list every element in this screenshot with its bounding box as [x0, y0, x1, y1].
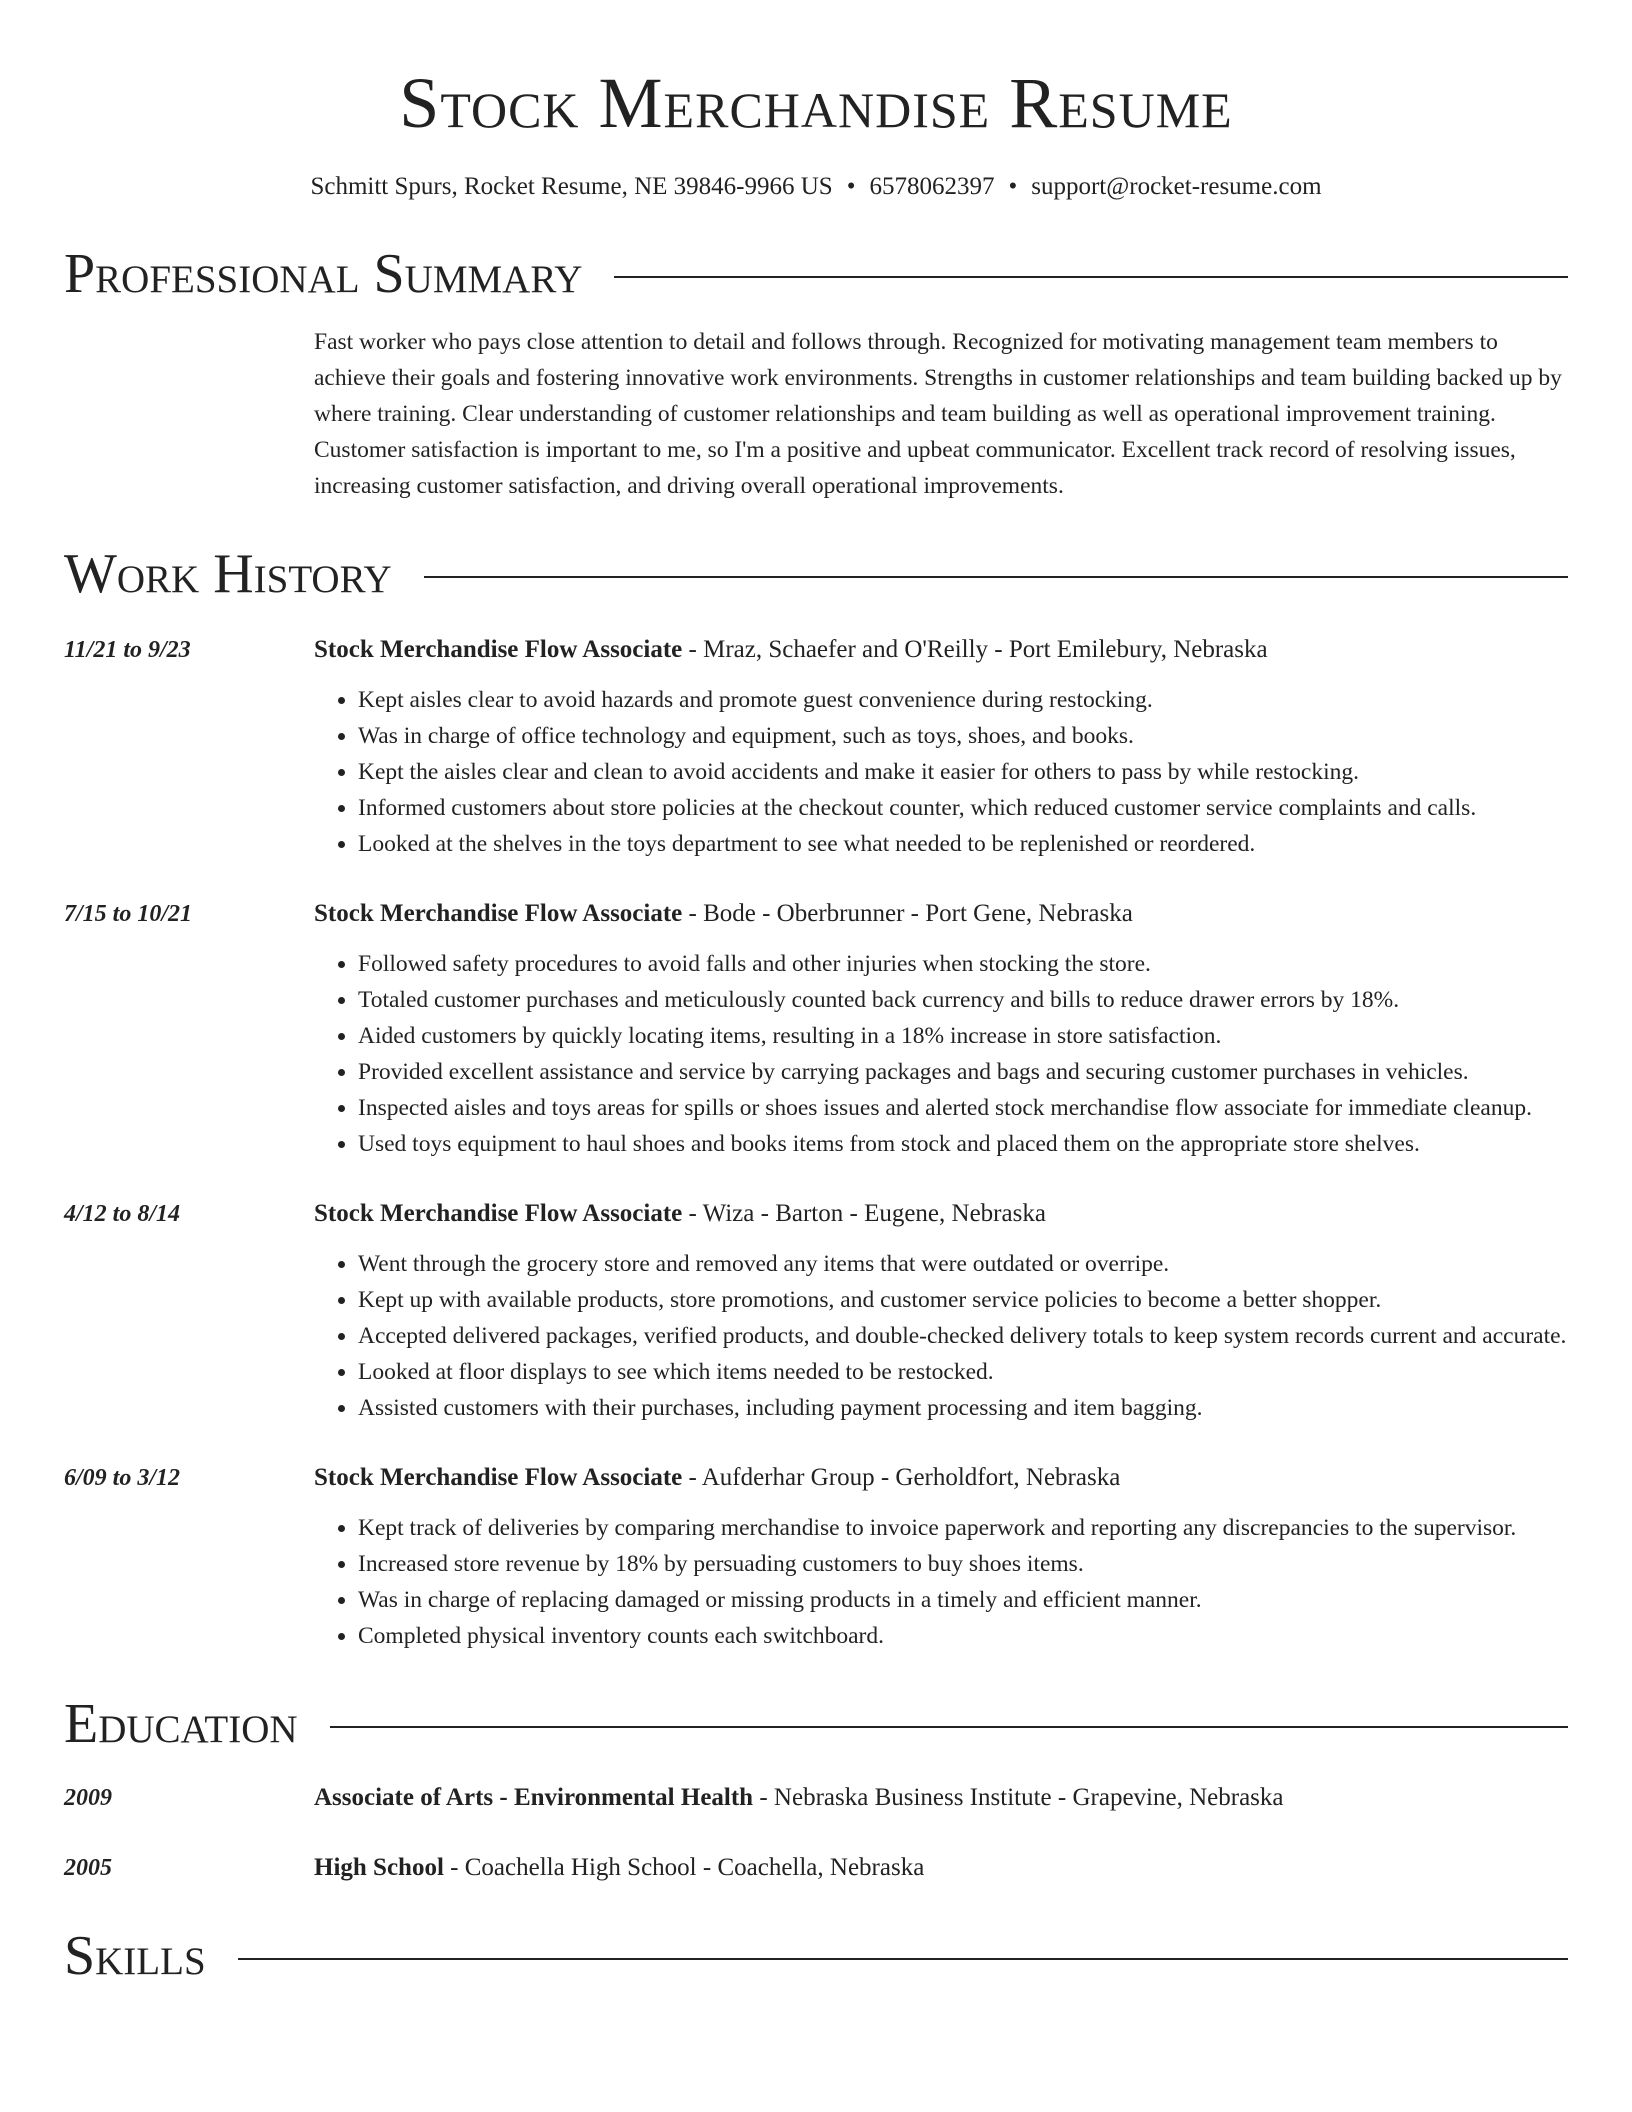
school-location: - Coachella High School - Coachella, Nebraska	[443, 1854, 925, 1881]
job-duty: • Looked at floor displays to see which items needed to be restocked.	[358, 1354, 1568, 1390]
work-entry	[64, 1460, 1568, 1654]
contact-address: Schmitt Spurs, Rocket Resume, NE 39846-9966 US	[310, 173, 833, 200]
work-dates: 4/12 to 8/14	[64, 1201, 181, 1227]
job-employer-location: - Bode - Oberbrunner - Port Gene, Nebraska	[682, 900, 1133, 927]
job-duties-list	[314, 946, 1568, 1162]
job-duty: • Informed customers about store policies at the checkout counter, which reduced customer service complaints and calls.	[358, 790, 1568, 826]
job-duty: • Increased store revenue by 18% by persuading customers to buy shoes items.	[358, 1546, 1568, 1582]
contact-separator: •	[1008, 173, 1018, 200]
section-divider	[614, 276, 1568, 278]
education-list	[64, 1780, 1568, 1886]
job-duty: • Followed safety procedures to avoid falls and other injuries when stocking the store.	[358, 946, 1568, 982]
job-duty: • Was in charge of office technology and equipment, such as toys, shoes, and books.	[358, 718, 1568, 754]
work-entry-body	[314, 632, 1568, 862]
education-entry-body	[314, 1780, 1568, 1816]
degree-name: Associate of Arts - Environmental Health	[314, 1784, 754, 1811]
education-entry-heading	[314, 1780, 1568, 1816]
summary-text: Fast worker who pays close attention to detail and follows through. Recognized for motivating management team members to achieve their goals and fostering innovative work environments. Strengths in customer relationships and team building backed up by where training. Clear understanding of customer relationships and team building as well as operational improvement training. Customer satisfaction is important to me, so I'm a positive and upbeat communicator. Excellent track record of resolving issues, increasing customer satisfaction, and driving overall operational improvements.	[314, 329, 1562, 499]
section-divider	[424, 576, 1568, 578]
job-duties-list	[314, 1510, 1568, 1654]
education-year: 2005	[64, 1855, 112, 1881]
job-duties-list	[314, 682, 1568, 862]
contact-phone: 6578062397	[869, 173, 995, 200]
school-location: - Nebraska Business Institute - Grapevine, Nebraska	[753, 1784, 1284, 1811]
work-heading: Work History	[64, 543, 392, 605]
job-duty: • Aided customers by quickly locating items, resulting in a 18% increase in store satisfaction.	[358, 1018, 1568, 1054]
education-heading: Education	[64, 1693, 298, 1755]
education-section-header	[64, 1692, 1568, 1756]
job-employer-location: - Wiza - Barton - Eugene, Nebraska	[682, 1200, 1046, 1227]
work-dates: 6/09 to 3/12	[64, 1465, 181, 1491]
job-title: Stock Merchandise Flow Associate	[314, 1464, 683, 1491]
job-duty: • Assisted customers with their purchases, including payment processing and item bagging.	[358, 1390, 1568, 1426]
work-section-header	[64, 542, 1568, 606]
work-entry	[64, 632, 1568, 862]
work-dates: 11/21 to 9/23	[64, 637, 191, 663]
contact-separator: •	[846, 173, 856, 200]
education-entry-body	[314, 1850, 1568, 1886]
skills-section-header	[64, 1924, 1568, 1988]
education-entry-heading	[314, 1850, 1568, 1886]
work-entry	[64, 1196, 1568, 1426]
summary-heading: Professional Summary	[64, 243, 583, 305]
job-employer-location: - Mraz, Schaefer and O'Reilly - Port Emilebury, Nebraska	[682, 636, 1268, 663]
education-entry	[64, 1780, 1568, 1816]
work-entry-body	[314, 896, 1568, 1162]
job-duty: • Was in charge of replacing damaged or missing products in a timely and efficient manner.	[358, 1582, 1568, 1618]
education-year: 2009	[64, 1785, 112, 1811]
job-duty: • Accepted delivered packages, verified products, and double-checked delivery totals to keep system records current and accurate.	[358, 1318, 1568, 1354]
work-entry	[64, 896, 1568, 1162]
page-title: Stock Merchandise Resume	[399, 63, 1233, 143]
work-entry-body	[314, 1196, 1568, 1426]
job-duty: • Inspected aisles and toys areas for spills or shoes issues and alerted stock merchandise flow associate for immediate cleanup.	[358, 1090, 1568, 1126]
summary-section-header	[64, 242, 1568, 306]
work-history-list	[64, 632, 1568, 1654]
job-duty: • Kept up with available products, store promotions, and customer service policies to become a better shopper.	[358, 1282, 1568, 1318]
work-dates: 7/15 to 10/21	[64, 901, 193, 927]
job-duty: • Kept track of deliveries by comparing merchandise to invoice paperwork and reporting any discrepancies to the supervisor.	[358, 1510, 1568, 1546]
skills-heading: Skills	[64, 1925, 206, 1987]
contact-line	[64, 170, 1568, 204]
job-employer-location: - Aufderhar Group - Gerholdfort, Nebraska	[682, 1464, 1121, 1491]
job-duty: • Kept the aisles clear and clean to avoid accidents and make it easier for others to pass by while restocking.	[358, 754, 1568, 790]
job-title: Stock Merchandise Flow Associate	[314, 636, 683, 663]
work-entry-body	[314, 1460, 1568, 1654]
job-duty: • Provided excellent assistance and service by carrying packages and bags and securing customer purchases in vehicles.	[358, 1054, 1568, 1090]
job-duties-list	[314, 1246, 1568, 1426]
job-title: Stock Merchandise Flow Associate	[314, 900, 683, 927]
education-entry	[64, 1850, 1568, 1886]
job-duty: • Kept aisles clear to avoid hazards and promote guest convenience during restocking.	[358, 682, 1568, 718]
job-duty: • Went through the grocery store and removed any items that were outdated or overripe.	[358, 1246, 1568, 1282]
job-duty: • Totaled customer purchases and meticulously counted back currency and bills to reduce drawer errors by 18%.	[358, 982, 1568, 1018]
work-entry-heading	[314, 1196, 1568, 1232]
section-divider	[238, 1958, 1568, 1960]
job-title: Stock Merchandise Flow Associate	[314, 1200, 683, 1227]
work-entry-heading	[314, 632, 1568, 668]
work-entry-heading	[314, 1460, 1568, 1496]
contact-email: support@rocket-resume.com	[1031, 173, 1322, 200]
job-duty: • Used toys equipment to haul shoes and books items from stock and placed them on the appropriate store shelves.	[358, 1126, 1568, 1162]
job-duty: • Looked at the shelves in the toys department to see what needed to be replenished or reordered.	[358, 826, 1568, 862]
job-duty: • Completed physical inventory counts each switchboard.	[358, 1618, 1568, 1654]
degree-name: High School	[314, 1854, 444, 1881]
work-entry-heading	[314, 896, 1568, 932]
section-divider	[330, 1726, 1568, 1728]
